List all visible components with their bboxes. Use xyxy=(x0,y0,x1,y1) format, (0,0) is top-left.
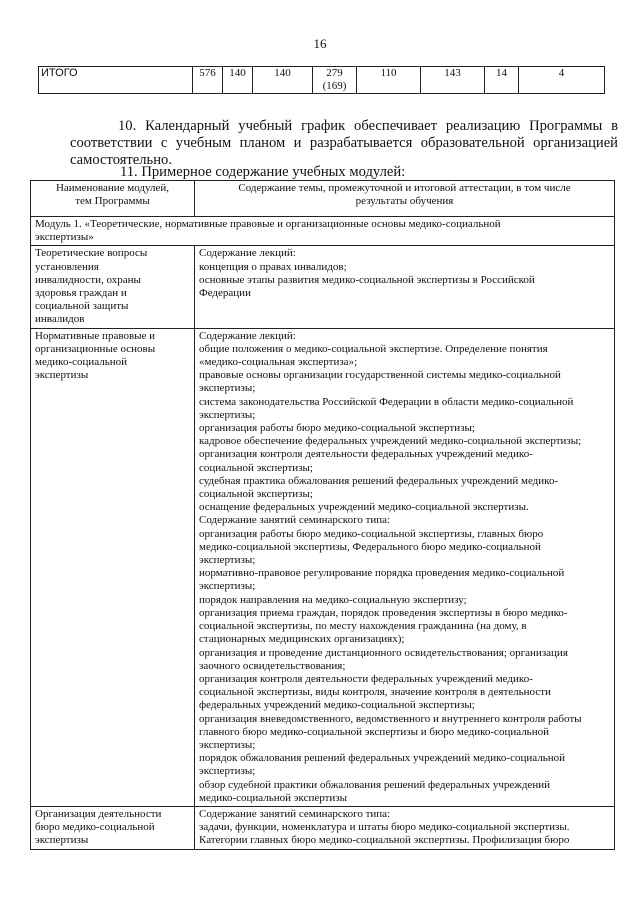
module-1-row xyxy=(31,217,615,246)
text-line: Категории главных бюро медико-социальной экспертизы. Профилизация бюро xyxy=(199,834,570,847)
text-line: концепция о правах инвалидов; xyxy=(199,260,347,273)
totals-cell: 140 xyxy=(253,67,313,94)
text-line: Содержание лекций: xyxy=(199,247,296,260)
text-line: Теоретические вопросы xyxy=(35,247,148,260)
table-row xyxy=(31,246,615,328)
section-11-title: 11. Примерное содержание учебных модулей: xyxy=(120,164,406,180)
text-line: нормативно-правовое регулирование порядка проведения медико-социальной xyxy=(199,567,565,580)
text-line: экспертизы; xyxy=(199,408,256,421)
module-1-title: Модуль 1. «Теоретические, нормативные правовые и организационные основы медико-социальной экспертизы» xyxy=(31,217,615,246)
totals-cell: 110 xyxy=(357,67,421,94)
text-line: задачи, функции, номенклатура и штаты бюро медико-социальной экспертизы. xyxy=(199,821,570,834)
text-line: социальной экспертизы, виды контроля, значение контроля в деятельности xyxy=(199,686,551,699)
text-line: организация вневедомственного, ведомственного и внутреннего контроля работы xyxy=(199,712,582,725)
table-row xyxy=(31,806,615,849)
topic-content xyxy=(195,328,615,806)
text-line: социальной экспертизы; xyxy=(199,488,313,501)
text-line: организация работы бюро медико-социальной экспертизы; xyxy=(199,422,475,435)
text-line: экспертизы xyxy=(35,369,89,382)
text-line: общие положения о медико-социальной экспертизе. Определение понятия xyxy=(199,342,548,355)
text-line: экспертизы xyxy=(35,834,89,847)
text-line: порядок обжалования решений федеральных учреждений медико-социальной xyxy=(199,752,565,765)
topic-name xyxy=(31,246,195,328)
text-line: медико-социальной экспертизы, Федерального бюро медико-социальной xyxy=(199,540,541,553)
topic-content xyxy=(195,246,615,328)
text-line: правовые основы организации государственной системы медико-социальной xyxy=(199,369,561,382)
text-line: экспертизы; xyxy=(199,382,256,395)
header-col-1: Наименование модулей, тем Программы xyxy=(31,181,195,217)
text-line: Федерации xyxy=(199,287,251,300)
text-line: бюро медико-социальной xyxy=(35,821,155,834)
text-line: социальной экспертизы; xyxy=(199,461,313,474)
totals-label: ИТОГО xyxy=(39,67,193,94)
text-line: инвалидов xyxy=(35,313,85,326)
page-number: 16 xyxy=(313,36,327,51)
topic-content xyxy=(195,806,615,849)
text-line: экспертизы; xyxy=(199,765,256,778)
topic-name xyxy=(31,328,195,806)
text-line: основные этапы развития медико-социальной экспертизы в Российской xyxy=(199,273,535,286)
text-line: главного бюро медико-социальной экспертизы и бюро медико-социальной xyxy=(199,725,549,738)
text-line: Содержание занятий семинарского типа: xyxy=(199,807,391,820)
table-header-row xyxy=(31,181,615,217)
text-line: здоровья граждан и xyxy=(35,287,127,300)
totals-cell: 576 xyxy=(193,67,223,94)
text-line: социальной экспертизы, по месту нахождения гражданина (на дому, в xyxy=(199,620,527,633)
text-line: экспертизы; xyxy=(199,738,256,751)
text-line: организация и проведение дистанционного освидетельствования; организация xyxy=(199,646,568,659)
text-line: порядок направления на медико-социальную экспертизу; xyxy=(199,593,467,606)
text-line: заочного освидетельствования; xyxy=(199,659,346,672)
totals-cell: 140 xyxy=(223,67,253,94)
text-line: экспертизы; xyxy=(199,580,256,593)
text-line: Нормативные правовые и xyxy=(35,329,156,342)
text-line: оснащение федеральных учреждений медико-социальной экспертизы. xyxy=(199,501,529,514)
text-line: стационарных медицинских организациях); xyxy=(199,633,405,646)
text-line: федеральных учреждений медико-социальной экспертизы; xyxy=(199,699,475,712)
text-line: «медико-социальная экспертиза»; xyxy=(199,356,358,369)
totals-table xyxy=(38,66,605,94)
text-line: кадровое обеспечение федеральных учреждений медико-социальной экспертизы; xyxy=(199,435,582,448)
section-10-paragraph: 10. Календарный учебный график обеспечивает реализацию Программы в соответствии с учебным планом и разрабатывается образовательной организацией самостоятельно. xyxy=(70,118,618,168)
text-line: организация работы бюро медико-социальной экспертизы, главных бюро xyxy=(199,527,544,540)
table-row xyxy=(31,328,615,806)
totals-cell: 143 xyxy=(421,67,485,94)
text-line: медико-социальной xyxy=(35,356,128,369)
text-line: Организация деятельности xyxy=(35,807,162,820)
text-line: Содержание занятий семинарского типа: xyxy=(199,514,391,527)
text-line: медико-социальной экспертизы xyxy=(199,791,348,804)
modules-table xyxy=(30,180,615,850)
text-line: организация контроля деятельности федеральных учреждений медико- xyxy=(199,672,533,685)
text-line: Содержание лекций: xyxy=(199,329,296,342)
topic-name xyxy=(31,806,195,849)
text-line: судебная практика обжалования решений федеральных учреждений медико- xyxy=(199,474,559,487)
totals-cell: 279 (169) xyxy=(313,67,357,94)
text-line: установления xyxy=(35,260,99,273)
text-line: организация контроля деятельности федеральных учреждений медико- xyxy=(199,448,533,461)
text-line: социальной защиты xyxy=(35,300,129,313)
totals-cell: 4 xyxy=(519,67,605,94)
text-line: организация приема граждан, порядок проведения экспертизы в бюро медико- xyxy=(199,606,568,619)
text-line: обзор судебной практики обжалования решений федеральных учреждений xyxy=(199,778,550,791)
totals-row xyxy=(39,67,605,94)
text-line: система законодательства Российской Федерации в области медико-социальной xyxy=(199,395,574,408)
totals-cell: 14 xyxy=(485,67,519,94)
header-col-2: Содержание темы, промежуточной и итоговой аттестации, в том числе результаты обучения xyxy=(195,181,615,217)
text-line: инвалидности, охраны xyxy=(35,273,141,286)
text-line: организационные основы xyxy=(35,342,156,355)
text-line: экспертизы; xyxy=(199,554,256,567)
